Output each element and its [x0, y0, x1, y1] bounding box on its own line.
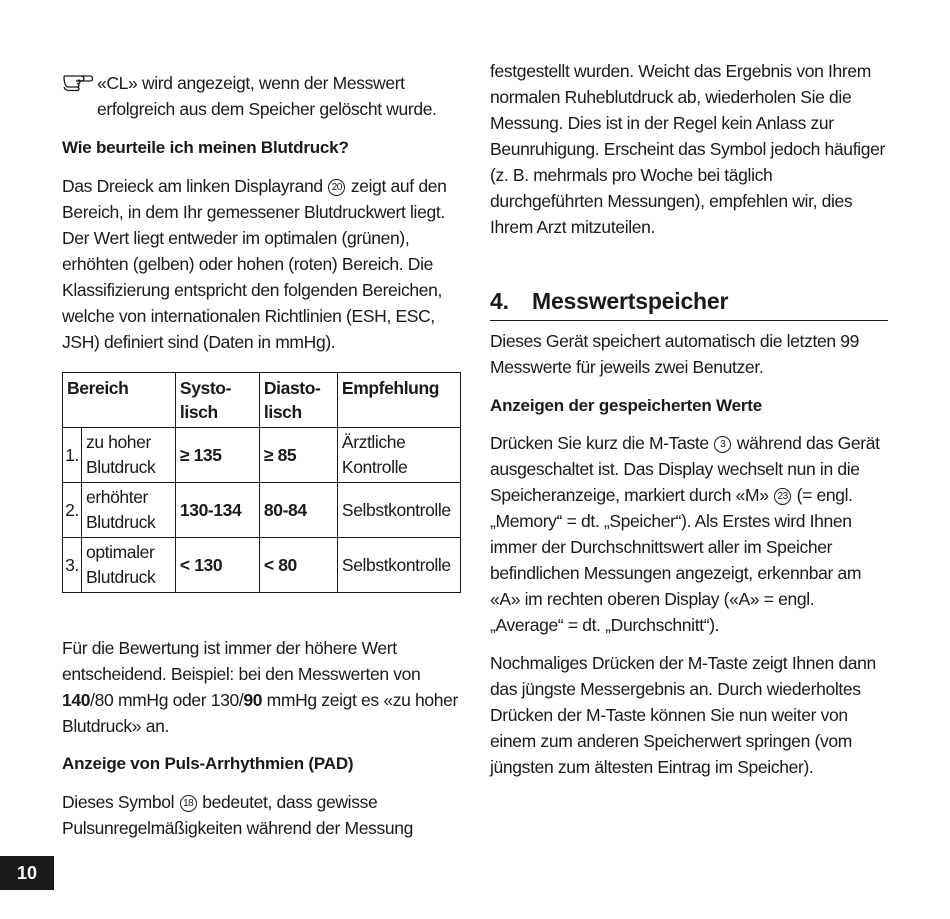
paragraph-assess: Das Dreieck am linken Displayrand 20 zeigt auf den Bereich, in dem Ihr gemessener Blutdruckwert liegt. Der Wert liegt entweder im optimalen (grünen), erhöhten (gelben) oder hohen (roten) Bereich. Die Klassifizierung entspricht den folgenden Bereichen, welche von internationalen Richtlinien (ESH, ESC, JSH) definiert sind (Daten in mmHg). [62, 176, 447, 352]
reference-number-23: 23 [774, 488, 791, 505]
note-line-2: erfolgreich aus dem Speicher gelöscht wurde. [97, 99, 437, 119]
reference-number-18: 18 [180, 795, 197, 812]
reference-number-3: 3 [714, 436, 731, 453]
example-systolic-bold: 140 [62, 690, 91, 710]
note-line-1: «CL» wird angezeigt, wenn der Messwert [97, 73, 405, 93]
row-index: 1. [63, 428, 82, 483]
note-cl-deleted [62, 70, 462, 122]
bp-classification-table [62, 372, 461, 593]
row-recommendation: Selbstkontrolle [337, 538, 460, 593]
heading-assess-bp: Wie beurteile ich meinen Blutdruck? [62, 138, 349, 157]
table-row [63, 538, 461, 593]
paragraph-memory-intro: Dieses Gerät speichert automatisch die letzten 99 Messwerte für jeweils zwei Benutzer. [490, 331, 860, 377]
paragraph-evaluation: Für die Bewertung ist immer der höhere Wert entscheidend. Beispiel: bei den Messwerten von 140/80 mmHg oder 130/90 mmHg zeigt es «zu hoher Blutdruck» an. [62, 638, 459, 736]
row-range-name: erhöhter Blutdruck [82, 483, 176, 538]
row-diastolic: 80-84 [259, 483, 337, 538]
header-empfehlung: Empfehlung [337, 373, 460, 428]
paragraph-show-stored: Drücken Sie kurz die M-Taste 3 während das Gerät ausgeschaltet ist. Das Display wechselt nun in die Speicheranzeige, markiert durch «M» 23 (= engl. „Memory“ = dt. „Speicher“). Als Erstes wird Ihnen immer der Durchschnittswert aller im Speicher befindlichen Messungen angezeigt, erkennbar am «A» im rechten oberen Display («A» = engl. „Average“ = dt. „Durchschnitt“). [490, 433, 880, 635]
table-row [63, 428, 461, 483]
section-4-heading [490, 286, 888, 321]
header-systolisch: Systo- lisch [175, 373, 259, 428]
row-diastolic: ≥ 85 [259, 428, 337, 483]
header-bereich: Bereich [63, 373, 176, 428]
row-systolic: ≥ 135 [175, 428, 259, 483]
row-index: 2. [63, 483, 82, 538]
page-number: 10 [0, 856, 54, 890]
row-index: 3. [63, 538, 82, 593]
pointing-hand-icon [62, 70, 94, 92]
row-recommendation: Selbstkontrolle [337, 483, 460, 538]
section-number: 4. [490, 288, 509, 314]
row-range-name: optimaler Blutdruck [82, 538, 176, 593]
paragraph-pad: Dieses Symbol 18 bedeutet, dass gewisse Pulsunregelmäßigkeiten während der Messung [62, 792, 414, 838]
row-diastolic: < 80 [259, 538, 337, 593]
row-range-name: zu hoher Blutdruck [82, 428, 176, 483]
example-diastolic-bold: 90 [243, 690, 263, 710]
paragraph-pad-continued: festgestellt wurden. Weicht das Ergebnis von Ihrem normalen Ruheblutdruck ab, wiederholen Sie die Messung. Dies ist in der Regel kein Anlass zur Beunruhigung. Erscheint das Symbol jedoch häufiger (z. B. mehrmals pro Woche bei täglich durchgeführten Messungen), empfehlen wir, dies Ihrem Arzt mitzuteilen. [490, 61, 885, 237]
row-systolic: 130-134 [175, 483, 259, 538]
heading-pad: Anzeige von Puls-Arrhythmien (PAD) [62, 754, 354, 773]
header-diastolisch: Diasto- lisch [259, 373, 337, 428]
section-title: Messwertspeicher [532, 288, 729, 314]
paragraph-repeat-press: Nochmaliges Drücken der M-Taste zeigt Ihnen dann das jüngste Messergebnis an. Durch wiederholtes Drücken der M-Taste können Sie nun weiter von einem zum anderen Speicherwert springen (vom jüngsten zum ältesten Eintrag im Speicher). [490, 653, 876, 777]
row-systolic: < 130 [175, 538, 259, 593]
table-row [63, 483, 461, 538]
heading-show-stored-values: Anzeigen der gespeicherten Werte [490, 396, 762, 415]
reference-number-20: 20 [328, 179, 345, 196]
row-recommendation: Ärztliche Kontrolle [337, 428, 460, 483]
table-header-row [63, 373, 461, 428]
